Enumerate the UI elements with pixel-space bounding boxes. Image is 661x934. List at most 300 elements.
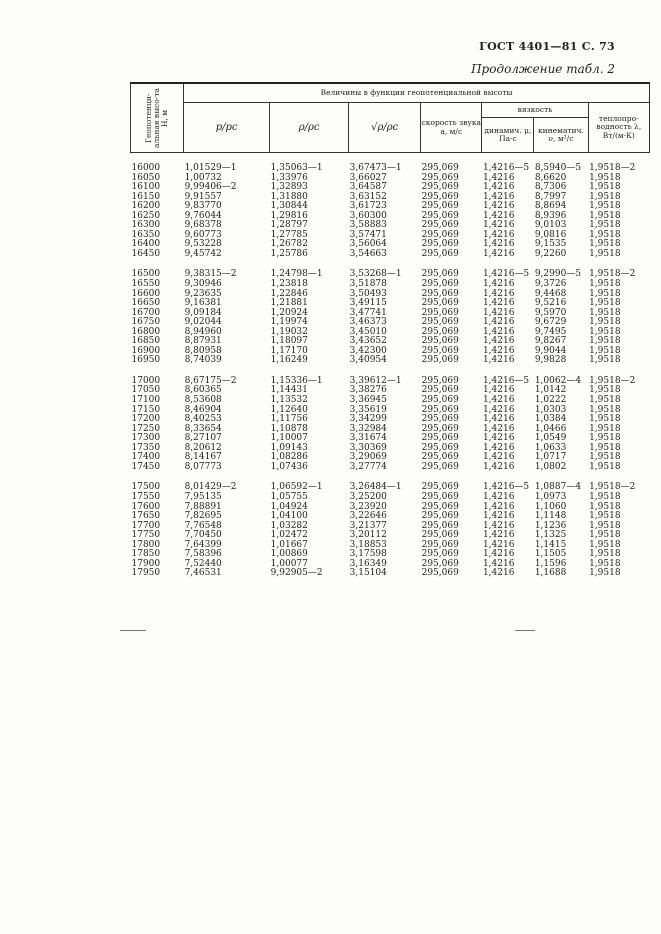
sqrt-density-ratio-cell: 3,21377	[349, 520, 387, 531]
kinematic-viscosity-cell: 9,7495	[534, 326, 567, 337]
sqrt-density-ratio-cell: 3,50493	[349, 288, 387, 299]
table-row	[131, 356, 650, 366]
altitude-cell: 16550	[131, 279, 161, 290]
pressure-ratio-cell: 7,88891	[184, 501, 222, 512]
thermal-conductivity-cell: 1,9518	[589, 317, 621, 328]
sound-speed-cell: 295,069	[421, 375, 459, 386]
thermal-conductivity-cell: 1,9518	[589, 220, 621, 231]
kinematic-viscosity-cell: 1,1325	[534, 530, 567, 541]
thermal-conductivity-cell: 1,9518	[589, 549, 621, 560]
pressure-ratio-cell: 8,94960	[184, 326, 222, 337]
density-ratio-cell: 1,19974	[270, 317, 308, 328]
pressure-ratio-cell: 9,83770	[184, 201, 222, 212]
dynamic-viscosity-cell: 1,4216	[482, 395, 515, 406]
sound-speed-cell: 295,069	[421, 220, 459, 231]
density-ratio-cell: 1,04924	[270, 501, 308, 512]
altitude-cell: 17200	[131, 414, 161, 425]
kinematic-viscosity-cell: 9,6729	[534, 317, 567, 328]
dynamic-viscosity-cell: 1,4216	[482, 511, 515, 522]
dynamic-viscosity-cell: 1,4216	[482, 404, 515, 415]
density-ratio-cell: 1,32893	[270, 182, 308, 193]
sound-speed-cell: 295,069	[421, 269, 459, 280]
kinematic-viscosity-cell: 1,1148	[534, 511, 567, 522]
dynamic-viscosity-cell: 1,4216	[482, 317, 515, 328]
pressure-ratio-cell: 9,23635	[184, 288, 222, 299]
dynamic-viscosity-cell: 1,4216	[482, 433, 515, 444]
thermal-conductivity-cell: 1,9518	[589, 520, 621, 531]
altitude-cell: 16300	[131, 220, 161, 231]
kinematic-viscosity-cell: 1,0633	[534, 442, 567, 453]
sound-speed-cell: 295,069	[421, 191, 459, 202]
pressure-ratio-cell: 8,46904	[184, 404, 222, 415]
density-ratio-cell: 1,03282	[270, 520, 308, 531]
thermal-conductivity-cell: 1,9518	[589, 404, 621, 415]
atmosphere-table	[130, 82, 650, 579]
sqrt-density-ratio-cell: 3,54663	[349, 248, 387, 259]
altitude-cell: 17600	[131, 501, 161, 512]
thermal-conductivity-cell: 1,9518—2	[589, 375, 636, 386]
dynamic-viscosity-cell: 1,4216	[482, 182, 515, 193]
density-ratio-cell: 1,13532	[270, 395, 308, 406]
pressure-ratio-cell: 8,53608	[184, 395, 222, 406]
thermal-conductivity-cell: 1,9518	[589, 182, 621, 193]
sound-speed-cell: 295,069	[421, 568, 459, 579]
thermal-conductivity-cell: 1,9518	[589, 288, 621, 299]
kinematic-viscosity-cell: 1,1505	[534, 549, 567, 560]
thermal-conductivity-cell: 1,9518	[589, 172, 621, 183]
kinematic-viscosity-cell: 9,2260	[534, 248, 567, 259]
sqrt-density-ratio-cell: 3,35619	[349, 404, 387, 415]
kinematic-viscosity-cell: 8,7997	[534, 191, 567, 202]
density-ratio-cell: 1,24798—1	[270, 269, 323, 280]
pressure-ratio-cell: 7,70450	[184, 530, 222, 541]
altitude-cell: 17850	[131, 549, 161, 560]
sqrt-density-ratio-cell: 3,47741	[349, 307, 387, 318]
altitude-cell: 17400	[131, 452, 161, 463]
sqrt-density-ratio-cell: 3,66027	[349, 172, 387, 183]
sqrt-density-ratio-cell: 3,32984	[349, 423, 387, 434]
sound-speed-cell: 295,069	[421, 520, 459, 531]
thermal-conductivity-cell: 1,9518	[589, 461, 621, 472]
sqrt-density-ratio-cell: 3,58883	[349, 220, 387, 231]
sound-speed-cell: 295,069	[421, 385, 459, 396]
density-ratio-cell: 1,18097	[270, 336, 308, 347]
thermal-conductivity-cell: 1,9518	[589, 298, 621, 309]
kinematic-viscosity-cell: 1,0062—4	[534, 375, 582, 386]
density-ratio-cell: 1,09143	[270, 442, 308, 453]
density-ratio-cell: 1,07436	[270, 461, 308, 472]
kinematic-viscosity-cell: 1,1596	[534, 558, 567, 569]
sound-speed-cell: 295,069	[421, 229, 459, 240]
pressure-ratio-cell: 7,95135	[184, 491, 222, 502]
dynamic-viscosity-cell: 1,4216—5	[482, 269, 530, 280]
kinematic-viscosity-cell: 1,0717	[534, 452, 567, 463]
sqrt-density-ratio-cell: 3,53268—1	[349, 269, 402, 280]
table-row	[131, 569, 650, 579]
dynamic-viscosity-cell: 1,4216	[482, 442, 515, 453]
dynamic-viscosity-cell: 1,4216—5	[482, 482, 530, 493]
kinematic-viscosity-cell: 9,0103	[534, 220, 567, 231]
sound-speed-cell: 295,069	[421, 210, 459, 221]
thermal-conductivity-cell: 1,9518	[589, 433, 621, 444]
thermal-conductivity-cell: 1,9518	[589, 511, 621, 522]
pressure-ratio-cell: 1,00732	[184, 172, 222, 183]
dynamic-viscosity-cell: 1,4216	[482, 549, 515, 560]
dynamic-viscosity-cell: 1,4216	[482, 355, 515, 366]
thermal-conductivity-cell: 1,9518	[589, 336, 621, 347]
sqrt-density-ratio-cell: 3,42300	[349, 345, 387, 356]
altitude-cell: 16100	[131, 182, 161, 193]
pressure-ratio-cell: 8,20612	[184, 442, 222, 453]
density-ratio-cell: 1,12640	[270, 404, 308, 415]
dynamic-viscosity-cell: 1,4216	[482, 248, 515, 259]
thermal-conductivity-cell: 1,9518	[589, 442, 621, 453]
kinematic-viscosity-cell: 8,7306	[534, 182, 567, 193]
sqrt-density-ratio-cell: 3,57471	[349, 229, 387, 240]
altitude-cell: 17250	[131, 423, 161, 434]
footer-rule-left	[120, 630, 146, 631]
pressure-ratio-cell: 8,67175—2	[184, 375, 237, 386]
sound-speed-cell: 295,069	[421, 163, 459, 173]
thermal-conductivity-cell: 1,9518	[589, 229, 621, 240]
altitude-cell: 17750	[131, 530, 161, 541]
dynamic-viscosity-cell: 1,4216	[482, 345, 515, 356]
sound-speed-cell: 295,069	[421, 345, 459, 356]
dynamic-viscosity-cell: 1,4216	[482, 288, 515, 299]
dynamic-viscosity-cell: 1,4216	[482, 201, 515, 212]
density-ratio-cell: 1,33976	[270, 172, 308, 183]
altitude-cell: 17000	[131, 375, 161, 386]
density-ratio-cell: 1,01667	[270, 539, 308, 550]
sqrt-density-ratio-cell: 3,34299	[349, 414, 387, 425]
sound-speed-cell: 295,069	[421, 395, 459, 406]
sqrt-density-ratio-cell: 3,29069	[349, 452, 387, 463]
density-ratio-cell: 1,19032	[270, 326, 308, 337]
thermal-conductivity-cell: 1,9518	[589, 395, 621, 406]
sound-speed-cell: 295,069	[421, 558, 459, 569]
density-ratio-cell: 9,92905—2	[270, 568, 323, 579]
density-ratio-header: ρ/ρc	[270, 103, 349, 153]
dynamic-viscosity-cell: 1,4216	[482, 210, 515, 221]
dynamic-viscosity-cell: 1,4216	[482, 539, 515, 550]
pressure-ratio-cell: 8,07773	[184, 461, 222, 472]
dynamic-viscosity-cell: 1,4216	[482, 220, 515, 231]
sqrt-density-ratio-cell: 3,63152	[349, 191, 387, 202]
kinematic-viscosity-cell: 9,8267	[534, 336, 567, 347]
density-ratio-cell: 1,27785	[270, 229, 308, 240]
altitude-cell: 16200	[131, 201, 161, 212]
dynamic-viscosity-cell: 1,4216	[482, 385, 515, 396]
thermal-conductivity-cell: 1,9518	[589, 355, 621, 366]
pressure-ratio-cell: 8,74039	[184, 355, 222, 366]
table-body	[131, 153, 650, 579]
kinematic-viscosity-cell: 1,0466	[534, 423, 567, 434]
altitude-cell: 16950	[131, 355, 161, 366]
thermal-conductivity-header: теплопро-водность λ, Вт/(м·К)	[588, 103, 649, 153]
altitude-cell: 16500	[131, 269, 161, 280]
sound-speed-cell: 295,069	[421, 279, 459, 290]
density-ratio-cell: 1,10878	[270, 423, 308, 434]
sound-speed-cell: 295,069	[421, 549, 459, 560]
kinematic-viscosity-cell: 1,1688	[534, 568, 567, 579]
pressure-ratio-cell: 8,33654	[184, 423, 222, 434]
sound-speed-cell: 295,069	[421, 482, 459, 493]
sqrt-density-ratio-cell: 3,46373	[349, 317, 387, 328]
sound-speed-cell: 295,069	[421, 452, 459, 463]
altitude-cell: 16900	[131, 345, 161, 356]
altitude-cell: 16350	[131, 229, 161, 240]
sound-speed-cell: 295,069	[421, 501, 459, 512]
density-ratio-cell: 1,10007	[270, 433, 308, 444]
sound-speed-cell: 295,069	[421, 317, 459, 328]
density-ratio-cell: 1,22846	[270, 288, 308, 299]
density-ratio-cell: 1,21881	[270, 298, 308, 309]
thermal-conductivity-cell: 1,9518	[589, 345, 621, 356]
altitude-column-header: Геопотенци-альная высо-та H, м	[131, 83, 184, 153]
density-ratio-cell: 1,16249	[270, 355, 308, 366]
pressure-ratio-cell: 7,58396	[184, 549, 222, 560]
thermal-conductivity-cell: 1,9518	[589, 201, 621, 212]
density-ratio-cell: 1,00869	[270, 549, 308, 560]
thermal-conductivity-cell: 1,9518	[589, 191, 621, 202]
density-ratio-cell: 1,11756	[270, 414, 308, 425]
pressure-ratio-cell: 9,45742	[184, 248, 222, 259]
density-ratio-cell: 1,30844	[270, 201, 308, 212]
sqrt-density-ratio-cell: 3,36945	[349, 395, 387, 406]
density-ratio-cell: 1,17170	[270, 345, 308, 356]
kinematic-viscosity-cell: 9,5216	[534, 298, 567, 309]
altitude-cell: 17150	[131, 404, 161, 415]
viscosity-header: вязкость	[482, 103, 588, 118]
sound-speed-cell: 295,069	[421, 239, 459, 250]
dynamic-viscosity-cell: 1,4216	[482, 336, 515, 347]
pressure-ratio-cell: 9,68378	[184, 220, 222, 231]
page-header: ГОСТ 4401—81 С. 73	[479, 40, 615, 53]
dynamic-viscosity-cell: 1,4216	[482, 423, 515, 434]
dynamic-viscosity-cell: 1,4216	[482, 568, 515, 579]
sound-speed-cell: 295,069	[421, 248, 459, 259]
density-ratio-cell: 1,29816	[270, 210, 308, 221]
thermal-conductivity-cell: 1,9518	[589, 307, 621, 318]
pressure-ratio-cell: 8,80958	[184, 345, 222, 356]
altitude-cell: 17300	[131, 433, 161, 444]
altitude-cell: 17800	[131, 539, 161, 550]
kinematic-viscosity-cell: 9,5970	[534, 307, 567, 318]
sqrt-density-ratio-cell: 3,67473—1	[349, 163, 402, 173]
altitude-cell: 16700	[131, 307, 161, 318]
kinematic-viscosity-cell: 1,0222	[534, 395, 567, 406]
density-ratio-cell: 1,26782	[270, 239, 308, 250]
altitude-cell: 17900	[131, 558, 161, 569]
sqrt-density-ratio-cell: 3,15104	[349, 568, 387, 579]
altitude-cell: 16850	[131, 336, 161, 347]
altitude-cell: 16250	[131, 210, 161, 221]
altitude-cell: 17550	[131, 491, 161, 502]
density-ratio-cell: 1,05755	[270, 491, 308, 502]
kinematic-viscosity-cell: 8,9396	[534, 210, 567, 221]
sqrt-density-ratio-cell: 3,18853	[349, 539, 387, 550]
altitude-cell: 16000	[131, 163, 161, 173]
kinematic-viscosity-cell: 1,0384	[534, 414, 567, 425]
pressure-ratio-cell: 1,01529—1	[184, 163, 237, 173]
table-row	[131, 250, 650, 260]
density-ratio-cell: 1,31880	[270, 191, 308, 202]
density-ratio-cell: 1,28797	[270, 220, 308, 231]
altitude-cell: 16650	[131, 298, 161, 309]
sqrt-density-ratio-cell: 3,20112	[349, 530, 387, 541]
pressure-ratio-cell: 7,52440	[184, 558, 222, 569]
table-row	[131, 463, 650, 473]
pressure-ratio-cell: 8,60365	[184, 385, 222, 396]
sqrt-density-ratio-cell: 3,61723	[349, 201, 387, 212]
dynamic-viscosity-cell: 1,4216	[482, 326, 515, 337]
sqrt-density-ratio-cell: 3,30369	[349, 442, 387, 453]
sqrt-density-ratio-cell: 3,17598	[349, 549, 387, 560]
sound-speed-cell: 295,069	[421, 433, 459, 444]
dynamic-viscosity-cell: 1,4216	[482, 520, 515, 531]
sqrt-density-ratio-cell: 3,23920	[349, 501, 387, 512]
altitude-cell: 16150	[131, 191, 161, 202]
pressure-ratio-cell: 8,87931	[184, 336, 222, 347]
sound-speed-cell: 295,069	[421, 530, 459, 541]
sqrt-density-ratio-cell: 3,60300	[349, 210, 387, 221]
footer-rule-right	[515, 630, 535, 631]
pressure-ratio-cell: 9,09184	[184, 307, 222, 318]
sqrt-density-ratio-cell: 3,43652	[349, 336, 387, 347]
kinematic-viscosity-header: кинематич. ν, м²/с	[534, 118, 588, 153]
sqrt-density-ratio-cell: 3,51878	[349, 279, 387, 290]
density-ratio-cell: 1,23818	[270, 279, 308, 290]
sound-speed-cell: 295,069	[421, 461, 459, 472]
altitude-cell: 16750	[131, 317, 161, 328]
thermal-conductivity-cell: 1,9518—2	[589, 269, 636, 280]
sound-speed-cell: 295,069	[421, 201, 459, 212]
thermal-conductivity-cell: 1,9518	[589, 326, 621, 337]
dynamic-viscosity-cell: 1,4216	[482, 279, 515, 290]
density-ratio-cell: 1,04100	[270, 511, 308, 522]
kinematic-viscosity-cell: 9,3726	[534, 279, 567, 290]
altitude-cell: 17500	[131, 482, 161, 493]
kinematic-viscosity-cell: 9,9828	[534, 355, 567, 366]
thermal-conductivity-cell: 1,9518	[589, 414, 621, 425]
sound-speed-cell: 295,069	[421, 288, 459, 299]
kinematic-viscosity-cell: 1,0973	[534, 491, 567, 502]
thermal-conductivity-cell: 1,9518	[589, 423, 621, 434]
sqrt-density-ratio-cell: 3,38276	[349, 385, 387, 396]
pressure-ratio-cell: 7,64399	[184, 539, 222, 550]
sound-speed-cell: 295,069	[421, 539, 459, 550]
pressure-ratio-cell: 8,27107	[184, 433, 222, 444]
altitude-cell: 17350	[131, 442, 161, 453]
group-header: Величины в функции геопотенциальной высоты	[184, 83, 650, 103]
altitude-cell: 16050	[131, 172, 161, 183]
sound-speed-cell: 295,069	[421, 423, 459, 434]
sound-speed-cell: 295,069	[421, 491, 459, 502]
thermal-conductivity-cell: 1,9518	[589, 568, 621, 579]
thermal-conductivity-cell: 1,9518	[589, 501, 621, 512]
pressure-ratio-cell: 9,76044	[184, 210, 222, 221]
dynamic-viscosity-cell: 1,4216	[482, 239, 515, 250]
sound-speed-cell: 295,069	[421, 307, 459, 318]
density-ratio-cell: 1,20924	[270, 307, 308, 318]
sqrt-density-ratio-cell: 3,56064	[349, 239, 387, 250]
pressure-ratio-cell: 8,14167	[184, 452, 222, 463]
altitude-cell: 17050	[131, 385, 161, 396]
altitude-cell: 16450	[131, 248, 161, 259]
kinematic-viscosity-cell: 1,0549	[534, 433, 567, 444]
density-ratio-cell: 1,25786	[270, 248, 308, 259]
altitude-cell: 17650	[131, 511, 161, 522]
kinematic-viscosity-cell: 9,4468	[534, 288, 567, 299]
pressure-ratio-cell: 8,01429—2	[184, 482, 237, 493]
density-ratio-cell: 1,02472	[270, 530, 308, 541]
sound-speed-cell: 295,069	[421, 511, 459, 522]
kinematic-viscosity-cell: 9,0816	[534, 229, 567, 240]
thermal-conductivity-cell: 1,9518	[589, 239, 621, 250]
sqrt-density-ratio-cell: 3,22646	[349, 511, 387, 522]
pressure-ratio-cell: 9,99406—2	[184, 182, 237, 193]
pressure-ratio-header: p/pc	[184, 103, 270, 153]
dynamic-viscosity-cell: 1,4216	[482, 191, 515, 202]
thermal-conductivity-cell: 1,9518	[589, 279, 621, 290]
dynamic-viscosity-cell: 1,4216	[482, 172, 515, 183]
kinematic-viscosity-cell: 9,2990—5	[534, 269, 582, 280]
sound-speed-cell: 295,069	[421, 336, 459, 347]
thermal-conductivity-cell: 1,9518	[589, 530, 621, 541]
dynamic-viscosity-cell: 1,4216—5	[482, 375, 530, 386]
pressure-ratio-cell: 9,30946	[184, 279, 222, 290]
thermal-conductivity-cell: 1,9518	[589, 452, 621, 463]
kinematic-viscosity-cell: 1,0303	[534, 404, 567, 415]
sqrt-density-ratio-cell: 3,64587	[349, 182, 387, 193]
thermal-conductivity-cell: 1,9518	[589, 248, 621, 259]
pressure-ratio-cell: 9,16381	[184, 298, 222, 309]
dynamic-viscosity-header: динамич. μ, Па·с	[482, 118, 534, 153]
sqrt-density-ratio-cell: 3,16349	[349, 558, 387, 569]
dynamic-viscosity-cell: 1,4216—5	[482, 163, 530, 173]
pressure-ratio-cell: 9,38315—2	[184, 269, 237, 280]
altitude-cell: 17700	[131, 520, 161, 531]
sqrt-density-ratio-cell: 3,45010	[349, 326, 387, 337]
kinematic-viscosity-cell: 1,1060	[534, 501, 567, 512]
sound-speed-cell: 295,069	[421, 182, 459, 193]
pressure-ratio-cell: 8,40253	[184, 414, 222, 425]
altitude-cell: 17950	[131, 568, 161, 579]
density-ratio-cell: 1,08286	[270, 452, 308, 463]
dynamic-viscosity-cell: 1,4216	[482, 307, 515, 318]
dynamic-viscosity-cell: 1,4216	[482, 414, 515, 425]
dynamic-viscosity-cell: 1,4216	[482, 452, 515, 463]
density-ratio-cell: 1,14431	[270, 385, 308, 396]
pressure-ratio-cell: 7,46531	[184, 568, 222, 579]
sqrt-density-ratio-cell: 3,27774	[349, 461, 387, 472]
sqrt-density-ratio-cell: 3,31674	[349, 433, 387, 444]
pressure-ratio-cell: 9,53228	[184, 239, 222, 250]
kinematic-viscosity-cell: 1,1415	[534, 539, 567, 550]
sqrt-density-ratio-cell: 3,49115	[349, 298, 387, 309]
kinematic-viscosity-cell: 9,9044	[534, 345, 567, 356]
altitude-cell: 16600	[131, 288, 161, 299]
density-ratio-cell: 1,15336—1	[270, 375, 323, 386]
sound-speed-cell: 295,069	[421, 442, 459, 453]
dynamic-viscosity-cell: 1,4216	[482, 530, 515, 541]
kinematic-viscosity-cell: 8,8694	[534, 201, 567, 212]
dynamic-viscosity-cell: 1,4216	[482, 491, 515, 502]
thermal-conductivity-cell: 1,9518	[589, 558, 621, 569]
thermal-conductivity-cell: 1,9518—2	[589, 482, 636, 493]
sound-speed-cell: 295,069	[421, 414, 459, 425]
sqrt-density-ratio-cell: 3,26484—1	[349, 482, 402, 493]
